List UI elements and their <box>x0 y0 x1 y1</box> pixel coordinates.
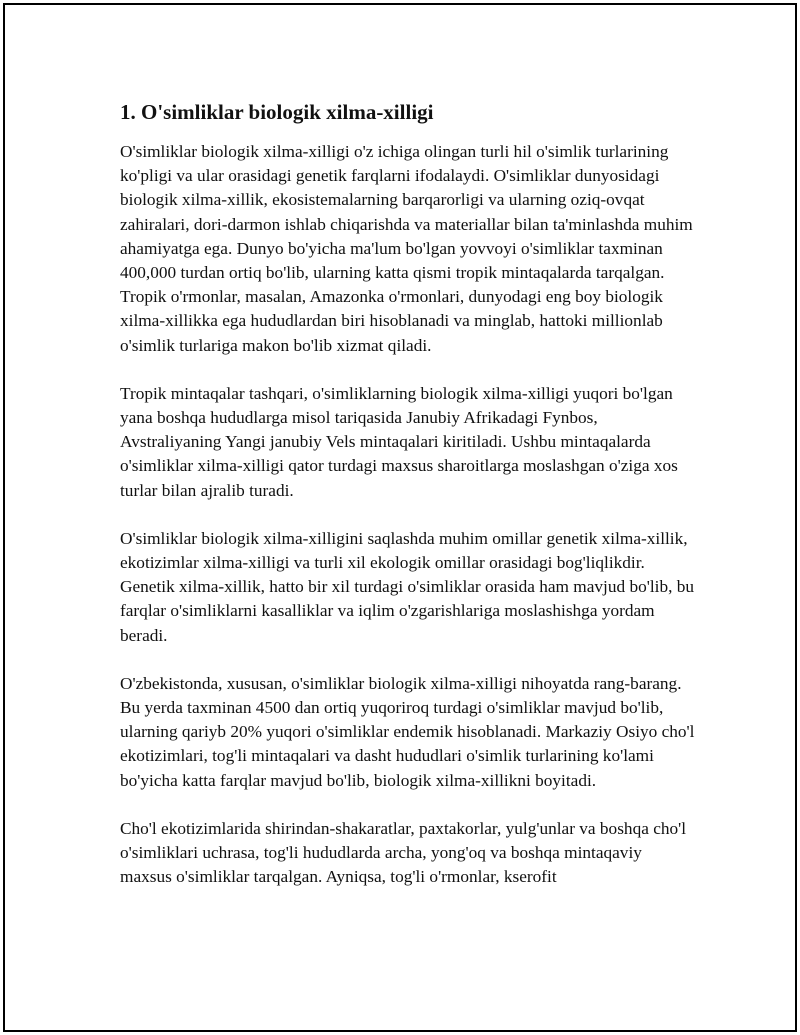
paragraph: O'simliklar biologik xilma-xilligi o'z ichiga olingan turli hil o'simlik turlarining ko'pligi va ular orasidagi genetik farqlarni ifodalaydi. O'simliklar dunyosidagi biologik xilma-xillik, ekosistemalarning barqarorligi va ularning oziq-ovqat zahiralari, dori-darmon ishlab chiqarishda va materiallar bilan ta'minlashda muhim ahamiyatga ega. Dunyo bo'yicha ma'lum bo'lgan yovvoyi o'simliklar taxminan 400,000 turdan ortiq bo'lib, ularning katta qismi tropik mintaqalarda tarqalgan. Tropik o'rmonlar, masalan, Amazonka o'rmonlari, dunyodagi eng boy biologik xilma-xillikka ega hududlardan biri hisoblanadi va minglab, hattoki millionlab o'simlik turlariga makon bo'lib xizmat qiladi. <box>120 142 693 355</box>
paragraph: O'zbekistonda, xususan, o'simliklar biologik xilma-xilligi nihoyatda rang-barang. Bu yerda taxminan 4500 dan ortiq yuqoriroq turdagi o'simliklar mavjud bo'lib, ularning qariyb 20% yuqori o'simliklar endemik hisoblanadi. Markaziy Osiyo cho'l ekotizimlari, tog'li mintaqalari va dasht hududlari o'simlik turlarining ko'lami bo'yicha katta farqlar mavjud bo'lib, biologik xilma-xillikni boyitadi. <box>120 673 695 790</box>
page-frame <box>3 3 797 1032</box>
paragraph: O'simliklar biologik xilma-xilligini saqlashda muhim omillar genetik xilma-xillik, ekotizimlar xilma-xilligi va turli xil ekologik omillar orasidagi bog'liqlikdir. Genetik xilma-xillik, hatto bir xil turdagi o'simliklar orasida ham mavjud bo'lib, bu farqlar o'simliklarni kasalliklar va iqlim o'zgarishlariga moslashishga yordam beradi. <box>120 528 695 645</box>
document-body <box>120 98 695 913</box>
paragraph: Tropik mintaqalar tashqari, o'simliklarning biologik xilma-xilligi yuqori bo'lgan yana boshqa hududlarga misol tariqasida Janubiy Afrikadagi Fynbos, Avstraliyaning Yangi janubiy Vels mintaqalari kiritiladi. Ushbu mintaqalarda o'simliklar xilma-xilligi qator turdagi maxsus sharoitlarga moslashgan o'ziga xos turlar bilan ajralib turadi. <box>120 383 678 500</box>
section-heading: 1. O'simliklar biologik xilma-xilligi <box>120 100 434 124</box>
paragraph: Cho'l ekotizimlarida shirindan-shakaratlar, paxtakorlar, yulg'unlar va boshqa cho'l o'simliklari uchrasa, tog'li hududlarda archa, yong'oq va boshqa mintaqaviy maxsus o'simliklar tarqalgan. Ayniqsa, tog'li o'rmonlar, kserofit <box>120 818 687 887</box>
